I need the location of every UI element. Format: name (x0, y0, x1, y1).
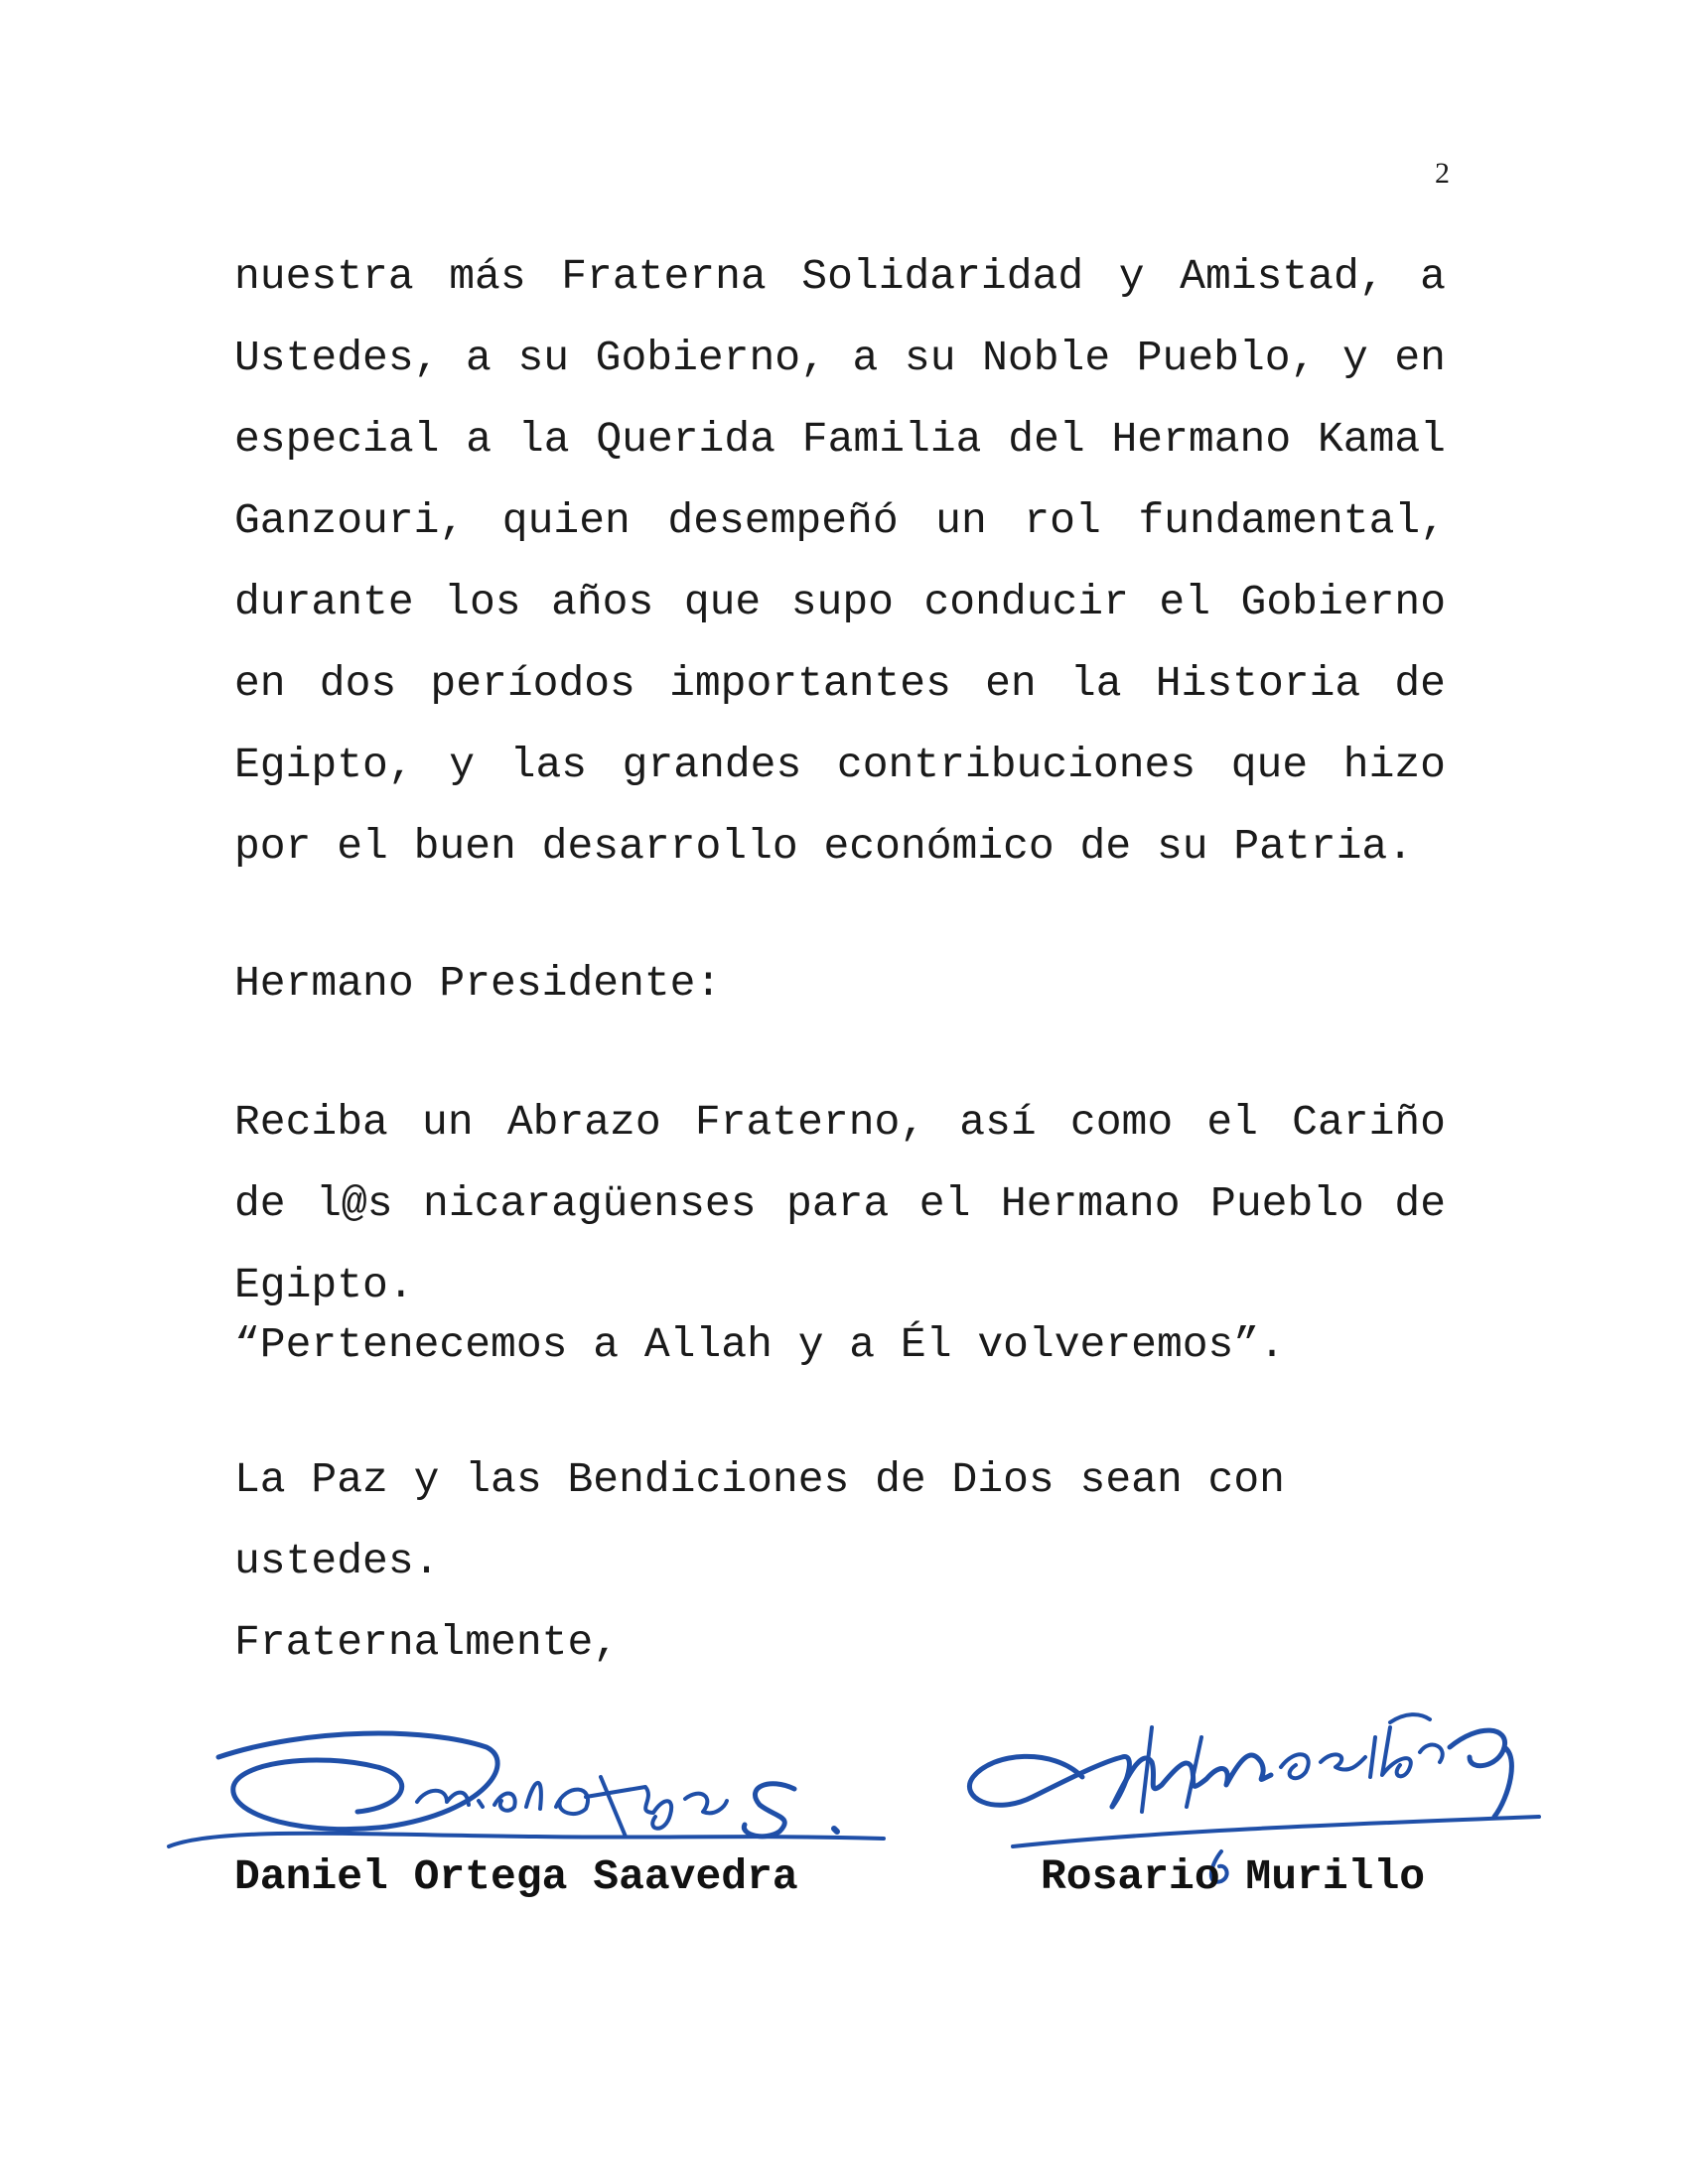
signer-name-right: Rosario Murillo (1041, 1852, 1426, 1901)
page-number: 2 (1435, 157, 1450, 190)
closing: Fraternalmente, (234, 1618, 620, 1667)
signature-ortega-icon (159, 1717, 894, 1866)
signer-name-left: Daniel Ortega Saavedra (234, 1852, 798, 1901)
quote: “Pertenecemos a Allah y a Él volveremos”. (234, 1320, 1285, 1369)
blessing: La Paz y las Bendiciones de Dios sean con ustedes. (234, 1455, 1285, 1585)
letter-paragraph-1: nuestra más Fraterna Solidaridad y Amistad, a Ustedes, a su Gobierno, a su Noble Pueblo, y en especial a la Querida Familia del Hermano Kamal Ganzouri, quien desempeñó un rol fundamental, durante los años que supo conducir el Gobierno en dos períodos importantes en la Historia de Egipto, y las grandes contribuciones que hizo por el buen desarrollo económico de su Patria. (234, 252, 1446, 871)
letter-paragraph-2: Reciba un Abrazo Fraterno, así como el Cariño de l@s nicaragüenses para el Hermano Pueblo de Egipto. (234, 1098, 1446, 1309)
signature-ortega-svg (159, 1717, 894, 1866)
salutation: Hermano Presidente: (234, 959, 722, 1008)
